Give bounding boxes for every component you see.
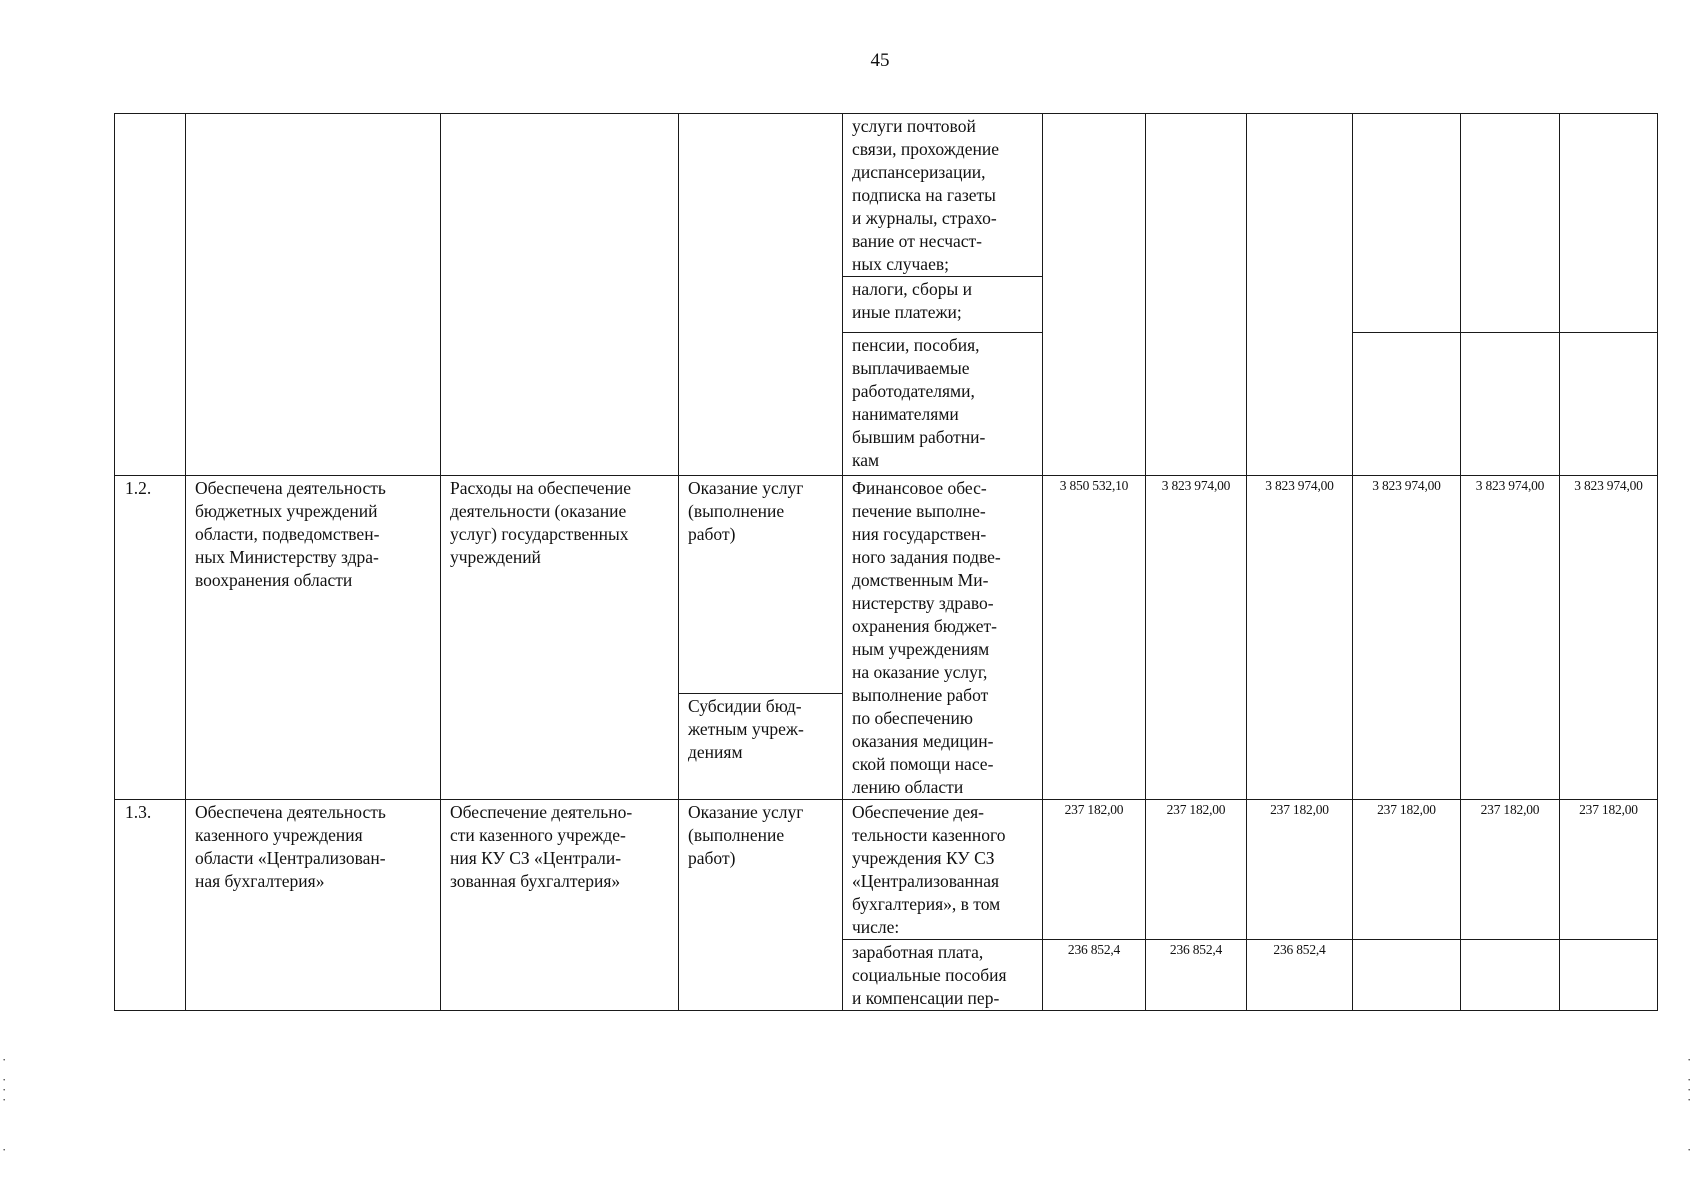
cell-value: 237 182,00 <box>1461 800 1560 940</box>
cell-value <box>1353 940 1461 1011</box>
cell-value: 3 823 974,00 <box>1247 476 1353 800</box>
cell-number: 1.3. <box>115 800 186 1011</box>
cell-value: 3 823 974,00 <box>1461 476 1560 800</box>
scan-margin-marks-right: · · · · · <box>1687 1052 1692 1157</box>
cell-number: 1.2. <box>115 476 186 800</box>
cell-description: Обеспечение дея- тельности казенного учреждения КУ СЗ «Централизованная бухгалтерия», в том числе: <box>843 800 1043 940</box>
cell-type: Оказание услуг (выполнение работ) <box>679 800 843 1011</box>
cell-type: Оказание услуг (выполнение работ) <box>679 476 843 694</box>
cell-value <box>1043 114 1146 476</box>
cell-value: 237 182,00 <box>1353 800 1461 940</box>
cell-type: Субсидии бюд- жетным учреж- дениям <box>679 694 843 800</box>
cell-description: налоги, сборы и иные платежи; <box>843 277 1043 333</box>
scan-margin-marks-left: · · · · · <box>2 1052 7 1157</box>
table-row <box>115 476 1658 694</box>
cell-expense: Расходы на обеспечение деятельности (оказание услуг) государственных учреждений <box>441 476 679 800</box>
cell-value <box>1461 333 1560 476</box>
cell-expense <box>441 114 679 476</box>
cell-value: 236 852,4 <box>1043 940 1146 1011</box>
cell-value <box>1560 940 1658 1011</box>
cell-value: 237 182,00 <box>1146 800 1247 940</box>
cell-value <box>1560 333 1658 476</box>
cell-value: 236 852,4 <box>1247 940 1353 1011</box>
cell-number <box>115 114 186 476</box>
cell-expense: Обеспечение деятельно- сти казенного учрежде- ния КУ СЗ «Централи- зованная бухгалтерия» <box>441 800 679 1011</box>
cell-description: пенсии, пособия, выплачиваемые работодателями, нанимателями бывшим работни- кам <box>843 333 1043 476</box>
cell-value <box>1353 114 1461 333</box>
cell-value: 236 852,4 <box>1146 940 1247 1011</box>
cell-value: 3 850 532,10 <box>1043 476 1146 800</box>
cell-value <box>1560 114 1658 333</box>
cell-value <box>1247 114 1353 476</box>
cell-type <box>679 114 843 476</box>
cell-value: 3 823 974,00 <box>1560 476 1658 800</box>
cell-value: 3 823 974,00 <box>1146 476 1247 800</box>
table-row <box>115 800 1658 940</box>
cell-description: заработная плата, социальные пособия и компенсации пер- <box>843 940 1043 1011</box>
cell-description: услуги почтовой связи, прохождение диспансеризации, подписка на газеты и журналы, страхо- вание от несчаст- ных случаев; <box>843 114 1043 277</box>
cell-value: 237 182,00 <box>1043 800 1146 940</box>
cell-value <box>1461 114 1560 333</box>
cell-result: Обеспечена деятельность бюджетных учреждений области, подведомствен- ных Министерству здра- воохранения области <box>186 476 441 800</box>
cell-value: 237 182,00 <box>1560 800 1658 940</box>
cell-result: Обеспечена деятельность казенного учреждения области «Централизован- ная бухгалтерия» <box>186 800 441 1011</box>
table-row <box>115 114 1658 277</box>
cell-value <box>1461 940 1560 1011</box>
cell-result <box>186 114 441 476</box>
cell-value <box>1353 333 1461 476</box>
cell-description: Финансовое обес- печение выполне- ния государствен- ного задания подве- домственным Ми- нистерству здраво- охранения бюджет- ным учреждениям на оказание услуг, выполнение работ по обеспечению оказания медицин- ской помощи насе- лению области <box>843 476 1043 800</box>
cell-value: 3 823 974,00 <box>1353 476 1461 800</box>
cell-value <box>1146 114 1247 476</box>
page-number: 45 <box>870 50 890 71</box>
budget-table <box>114 113 1658 1011</box>
cell-value: 237 182,00 <box>1247 800 1353 940</box>
